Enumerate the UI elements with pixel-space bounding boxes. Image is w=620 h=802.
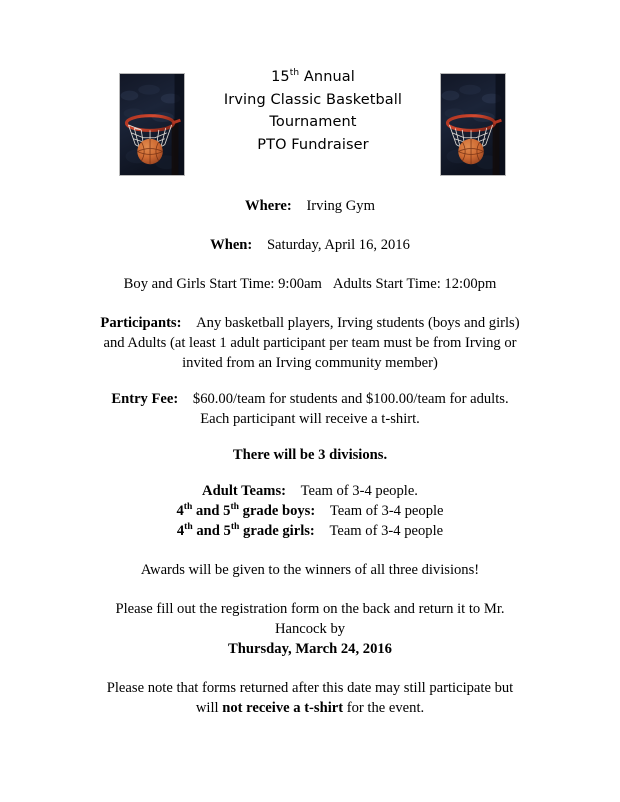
grade-num-2: 5: [223, 503, 231, 519]
participants-line-2: and Adults (at least 1 adult participant per team must be from Irving or: [103, 335, 517, 351]
division-label-boys: [176, 503, 315, 519]
youth-start-time: Boy and Girls Start Time: 9:00am: [123, 276, 322, 292]
grade-conjunction: and: [192, 523, 224, 539]
spacer: [0, 373, 620, 389]
spacer: [0, 294, 620, 313]
entry-fee-line-2: Each participant will receive a t-shirt.: [200, 411, 420, 427]
participants-label: Participants:: [100, 315, 182, 331]
participants-line-3: invited from an Irving community member): [182, 355, 438, 371]
note-text-post: for the event.: [343, 700, 425, 716]
entry-fee-block: [60, 389, 560, 429]
note-line-1: Please note that forms returned after this date may still participate but: [106, 680, 514, 696]
registration-deadline: [60, 639, 560, 659]
grade-label-tail: grade boys:: [239, 503, 316, 519]
participants-text-1: Any basketball players, Irving students (boys and girls): [196, 315, 520, 331]
registration-block: [60, 599, 560, 659]
grade-sup-2: th: [230, 521, 240, 533]
grade-sup-1: th: [184, 521, 193, 533]
start-times-line: [0, 274, 620, 294]
grade-label-tail: grade girls:: [239, 523, 315, 539]
grade-sup-2: th: [230, 501, 239, 513]
awards-line: Awards will be given to the winners of all three divisions!: [140, 562, 480, 578]
registration-deadline-text: Thursday, March 24, 2016: [228, 641, 392, 657]
title-annual-text: Annual: [299, 69, 355, 85]
when-line: [0, 235, 620, 255]
spacer: [0, 659, 620, 678]
divisions-heading-text: There will be 3 divisions.: [232, 447, 388, 463]
spacer: [0, 216, 620, 235]
adult-start-time: Adults Start Time: 12:00pm: [332, 276, 497, 292]
basketball-hoop-graphic: [441, 74, 505, 175]
grade-conjunction: and: [192, 503, 224, 519]
divisions-heading: [0, 445, 620, 465]
entry-fee-line-1: [60, 389, 560, 409]
flyer-title: [186, 66, 440, 156]
division-value-girls: Team of 3-4 people: [329, 523, 444, 539]
when-label: When:: [210, 237, 253, 253]
spacer: [0, 580, 620, 599]
grade-sup-1: th: [183, 501, 193, 513]
registration-line-2: Hancock by: [274, 621, 346, 637]
spacer: [0, 541, 620, 560]
spacer: [0, 429, 620, 445]
basketball-hoop-image-left: [119, 73, 185, 176]
basketball-hoop-image-right: [440, 73, 506, 176]
title-line-1: [186, 66, 440, 89]
title-line-2: Irving Classic Basketball: [223, 91, 403, 108]
title-ordinal-number: 15: [271, 69, 290, 85]
entry-fee-amounts: $60.00/team for students and $100.00/team for adults.: [192, 391, 509, 407]
division-item-adult: [100, 481, 520, 501]
division-item-girls: [100, 521, 520, 541]
where-label: Where:: [245, 198, 292, 214]
grade-num-1: 4: [176, 503, 184, 519]
division-label-adult: Adult Teams:: [202, 483, 286, 499]
where-value: Irving Gym: [306, 198, 375, 214]
note-text-emphasis: not receive a t-shirt: [222, 700, 344, 716]
grade-num-2: 5: [223, 523, 231, 539]
title-ordinal-suffix: th: [289, 68, 300, 79]
spacer: [0, 255, 620, 274]
title-line-3: Tournament: [269, 114, 357, 130]
division-value-boys: Team of 3-4 people: [329, 503, 444, 519]
spacer: [0, 465, 620, 481]
where-line: [0, 196, 620, 216]
when-value: Saturday, April 16, 2016: [266, 237, 410, 253]
division-label-girls: [177, 523, 315, 539]
division-item-boys: [100, 501, 520, 521]
note-line-2: [60, 698, 560, 718]
note-text-pre: will: [195, 700, 223, 716]
participants-block: [60, 313, 560, 373]
participants-line-1: [60, 313, 560, 333]
registration-line-1: Please fill out the registration form on the back and return it to Mr.: [115, 601, 505, 617]
flyer-header: [0, 66, 620, 181]
basketball-hoop-graphic: [120, 74, 184, 175]
division-value-adult: Team of 3-4 people.: [300, 483, 418, 499]
flyer-body: [0, 196, 620, 718]
title-line-4: PTO Fundraiser: [257, 136, 369, 153]
grade-num-1: 4: [176, 523, 185, 539]
note-block: [60, 678, 560, 718]
entry-fee-label: Entry Fee:: [111, 391, 179, 407]
divisions-list: [100, 481, 520, 541]
